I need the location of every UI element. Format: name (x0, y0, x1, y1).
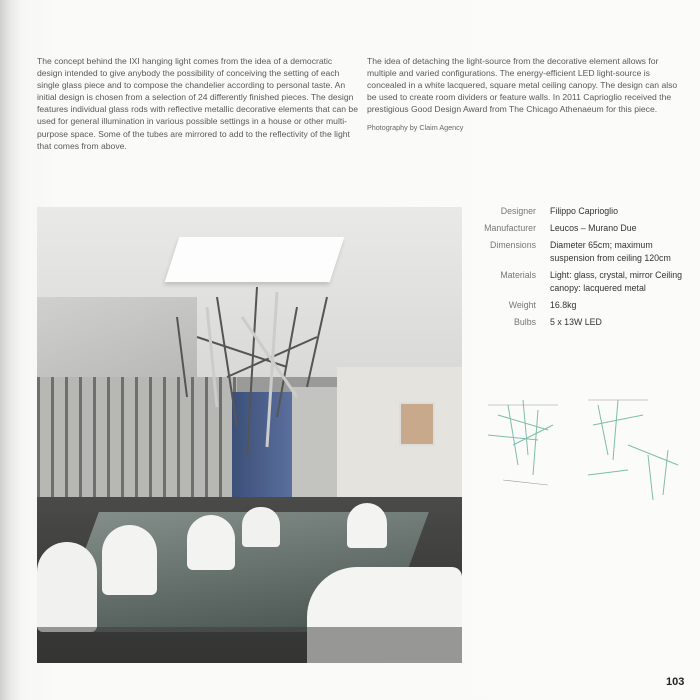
photo-credit: Photography by Claim Agency (367, 123, 464, 133)
spec-table (470, 205, 690, 333)
spec-row-designer (470, 205, 690, 218)
body-text-right-paragraph: The idea of detaching the light-source from the decorative element allows for multiple and varied configurations. The energy-efficient LED light-source is concealed in a white lacquered, square metal ceiling canopy. The design can also be used to create room dividers or feature walls. In 2011 Caprioglio received the prestigious Good Design Award from The Chicago Athenaeum for this piece. (367, 56, 678, 115)
spec-label: Designer (500, 206, 536, 216)
product-photo (37, 207, 462, 663)
spec-row-manufacturer (470, 222, 690, 235)
chandelier-rods (157, 277, 357, 477)
spec-value: Light: glass, crystal, mirror Ceiling canopy: lacquered metal (550, 270, 682, 293)
page-number: 103 (666, 676, 685, 688)
body-text-left: The concept behind the IXI hanging light comes from the idea of a democratic design intended to give anybody the possibility of conceiving the setting of each single glass piece and to compose the chandelier according to personal taste. An initial design is chosen from a selection of 24 differently finished pieces. The design features individual glass rods with reflective metallic decorative elements that can be used for general illumination in various possible settings in a house or other multi-purpose space. Some of the tubes are mirrored to add to the reflectivity of the light that comes from above. (37, 56, 358, 151)
spec-label: Weight (508, 300, 536, 310)
spec-value: Leucos – Murano Due (550, 223, 637, 233)
spec-value: Filippo Caprioglio (550, 206, 618, 216)
spec-row-weight (470, 299, 690, 312)
spec-value: 5 x 13W LED (550, 317, 602, 327)
design-sketch (478, 385, 693, 505)
spec-label: Dimensions (490, 240, 536, 250)
spec-row-materials (470, 269, 690, 295)
body-text-right (367, 55, 689, 135)
spec-value: Diameter 65cm; maximum suspension from ceiling 120cm (550, 240, 671, 263)
spec-label: Materials (500, 270, 536, 280)
spec-row-bulbs (470, 316, 690, 329)
spec-label: Manufacturer (484, 223, 536, 233)
spec-label: Bulbs (513, 317, 536, 327)
spec-value: 16.8kg (550, 300, 577, 310)
spec-row-dimensions (470, 239, 690, 265)
